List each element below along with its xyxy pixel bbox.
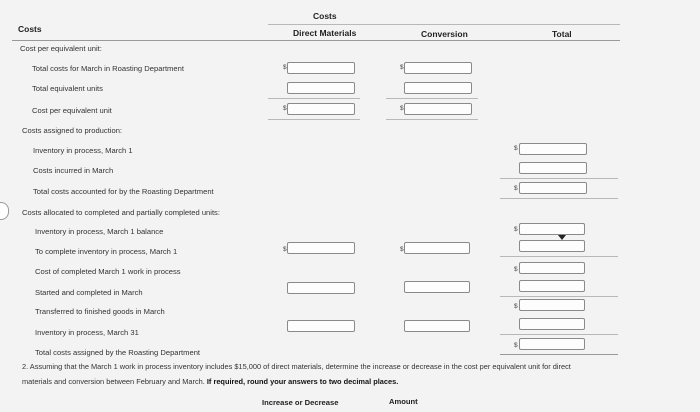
- collapse-handle-icon[interactable]: [0, 202, 9, 220]
- divider: [500, 198, 618, 199]
- label-costs-allocated-header: Costs allocated to completed and partially completed units:: [22, 208, 220, 217]
- divider: [386, 98, 478, 99]
- total-inv-march1-balance-input[interactable]: [519, 223, 585, 235]
- dollar-sign: $: [514, 145, 518, 152]
- question2-line2-text: materials and conversion between February and March.: [22, 377, 207, 386]
- label-inv-march1-balance: Inventory in process, March 1 balance: [35, 227, 164, 236]
- label-inv-march1: Inventory in process, March 1: [33, 146, 133, 155]
- dollar-sign: $: [283, 246, 287, 253]
- total-inv-march31-input[interactable]: [519, 318, 585, 330]
- row-header-costs: Costs: [18, 24, 42, 34]
- dollar-sign: $: [514, 226, 518, 233]
- label-started-completed: Started and completed in March: [35, 288, 143, 297]
- label-cost-per-eu-header: Cost per equivalent unit:: [20, 44, 102, 53]
- total-started-completed-input[interactable]: [519, 280, 585, 292]
- total-inv-march1-input[interactable]: [519, 143, 587, 155]
- dm-cost-per-eu-input[interactable]: [287, 103, 355, 115]
- dollar-sign: $: [400, 64, 404, 71]
- divider: [268, 119, 360, 120]
- dollar-sign: $: [283, 64, 287, 71]
- label-to-complete: To complete inventory in process, March 1: [35, 247, 178, 256]
- column-direct-materials: Direct Materials: [293, 28, 357, 38]
- question2-line2: [22, 377, 398, 386]
- column-increase-decrease: Increase or Decrease: [262, 398, 339, 407]
- label-cost-per-eu: Cost per equivalent unit: [32, 106, 112, 115]
- label-inv-march31: Inventory in process, March 31: [35, 328, 139, 337]
- conv-inv-march31-input[interactable]: [404, 320, 470, 332]
- column-conversion: Conversion: [421, 29, 468, 39]
- total-costs-incurred-input[interactable]: [519, 162, 587, 174]
- dollar-sign: $: [514, 303, 518, 310]
- label-total-assigned: Total costs assigned by the Roasting Department: [35, 348, 201, 357]
- column-total: Total: [552, 29, 572, 39]
- total-to-complete-input[interactable]: [519, 240, 585, 252]
- dm-total-eu-input[interactable]: [287, 82, 355, 94]
- divider: [500, 178, 618, 179]
- divider: [500, 334, 618, 335]
- conv-to-complete-input[interactable]: [404, 242, 470, 254]
- conv-total-costs-input[interactable]: [404, 62, 472, 74]
- divider: [268, 24, 620, 25]
- total-cost-completed-input[interactable]: [519, 262, 585, 274]
- header-divider: [12, 40, 620, 41]
- label-costs-incurred: Costs incurred in March: [33, 166, 114, 175]
- dm-total-costs-input[interactable]: [287, 62, 355, 74]
- label-total-eu: Total equivalent units: [32, 84, 103, 93]
- total-transferred-input[interactable]: [519, 299, 585, 311]
- label-costs-assigned-header: Costs assigned to production:: [22, 126, 123, 135]
- divider: [268, 98, 360, 99]
- dollar-sign: $: [283, 105, 287, 112]
- divider: [500, 296, 618, 297]
- label-total-accounted: Total costs accounted for by the Roasting Department: [33, 187, 214, 196]
- dollar-sign: $: [514, 266, 518, 273]
- conv-total-eu-input[interactable]: [404, 82, 472, 94]
- column-amount: Amount: [389, 397, 418, 406]
- dollar-sign: $: [400, 105, 404, 112]
- conv-started-completed-input[interactable]: [404, 281, 470, 293]
- dollar-sign: $: [400, 246, 404, 253]
- dm-started-completed-input[interactable]: [287, 282, 355, 294]
- costs-group-title: Costs: [313, 11, 337, 21]
- question2-instruction: If required, round your answers to two decimal places.: [206, 377, 399, 386]
- divider: [500, 354, 618, 355]
- divider: [386, 119, 478, 120]
- conv-cost-per-eu-input[interactable]: [404, 103, 472, 115]
- total-accounted-input[interactable]: [519, 182, 587, 194]
- dollar-sign: $: [514, 185, 518, 192]
- label-total-costs-march: Total costs for March in Roasting Department: [32, 64, 184, 73]
- label-cost-completed: Cost of completed March 1 work in process: [35, 267, 181, 276]
- label-transferred: Transferred to finished goods in March: [35, 307, 165, 316]
- question2-line1: 2. Assuming that the March 1 work in process inventory includes $15,000 of direct materials, determine the increase or decrease in the cost per equivalent unit for direct: [22, 362, 571, 371]
- cursor-icon: [558, 235, 566, 240]
- dm-inv-march31-input[interactable]: [287, 320, 355, 332]
- dollar-sign: $: [514, 342, 518, 349]
- dm-to-complete-input[interactable]: [287, 242, 355, 254]
- total-assigned-input[interactable]: [519, 338, 585, 350]
- divider: [500, 256, 618, 257]
